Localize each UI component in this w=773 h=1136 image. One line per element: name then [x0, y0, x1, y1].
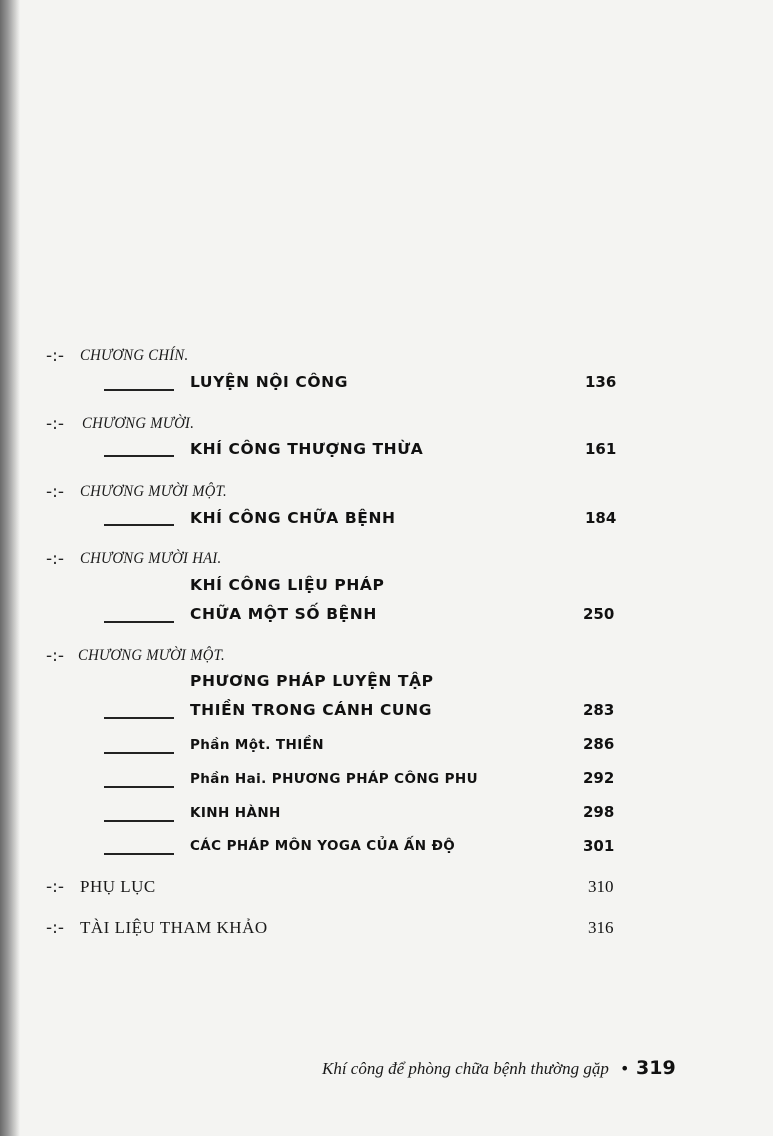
chapter-12-title-line2: CHỮA MỘT SỐ BỆNH	[190, 605, 377, 623]
chapter-9-page: 136	[585, 373, 617, 391]
leader-dash	[104, 455, 174, 457]
chapter-9-title: LUYỆN NỘI CÔNG	[190, 373, 349, 391]
chapter-13-title-line1: PHƯƠNG PHÁP LUYỆN TẬP	[190, 672, 434, 690]
chapter-13-title-line2: THIỀN TRONG CÁNH CUNG	[190, 701, 433, 719]
bullet-marker-icon: -:-	[46, 346, 64, 366]
chapter-11-title: KHÍ CÔNG CHỮA BỆNH	[190, 509, 396, 527]
leader-dash	[104, 820, 174, 822]
sub-entry-page: 292	[583, 769, 615, 787]
chapter-11-page: 184	[585, 509, 617, 527]
bullet-marker-icon: -:-	[46, 918, 64, 938]
sub-entry-title: KINH HÀNH	[190, 805, 281, 821]
chapter-12-label: CHƯƠNG MƯỜI HAI.	[80, 550, 222, 567]
sub-entry-page: 286	[583, 735, 615, 753]
references-label: TÀI LIỆU THAM KHẢO	[80, 918, 268, 937]
chapter-13-page: 283	[583, 701, 615, 719]
sub-entry-page: 298	[583, 803, 615, 821]
appendix-page: 310	[588, 877, 614, 896]
sub-entry-title: CÁC PHÁP MÔN YOGA CỦA ẤN ĐỘ	[190, 838, 456, 854]
bullet-marker-icon: -:-	[46, 646, 64, 666]
chapter-12-page: 250	[583, 605, 615, 623]
chapter-10-label: CHƯƠNG MƯỜI.	[82, 415, 195, 432]
leader-dash	[104, 524, 174, 526]
chapter-9-label: CHƯƠNG CHÍN.	[80, 347, 189, 364]
bullet-marker-icon: -:-	[46, 877, 64, 897]
leader-dash	[104, 389, 174, 391]
leader-dash	[104, 786, 174, 788]
references-page: 316	[588, 918, 614, 937]
page-number: 319	[636, 1057, 676, 1079]
sub-entry-title: Phần Một. THIỀN	[190, 737, 324, 753]
leader-dash	[104, 621, 174, 623]
chapter-10-title: KHÍ CÔNG THƯỢNG THỪA	[190, 440, 424, 458]
chapter-12-title-line1: KHÍ CÔNG LIỆU PHÁP	[190, 576, 385, 594]
sub-entry-page: 301	[583, 837, 615, 855]
leader-dash	[104, 752, 174, 754]
footer-bullet: •	[620, 1059, 630, 1078]
chapter-13-label: CHƯƠNG MƯỜI MỘT.	[78, 647, 225, 664]
bullet-marker-icon: -:-	[46, 414, 64, 434]
running-footer-title: Khí công để phòng chữa bệnh thường gặp	[322, 1059, 609, 1078]
leader-dash	[104, 717, 174, 719]
appendix-label: PHỤ LỤC	[80, 877, 156, 896]
leader-dash	[104, 853, 174, 855]
bullet-marker-icon: -:-	[46, 549, 64, 569]
bullet-marker-icon: -:-	[46, 482, 64, 502]
chapter-10-page: 161	[585, 440, 617, 458]
chapter-11-label: CHƯƠNG MƯỜI MỘT.	[80, 483, 227, 500]
sub-entry-title: Phần Hai. PHƯƠNG PHÁP CÔNG PHU	[190, 771, 478, 787]
